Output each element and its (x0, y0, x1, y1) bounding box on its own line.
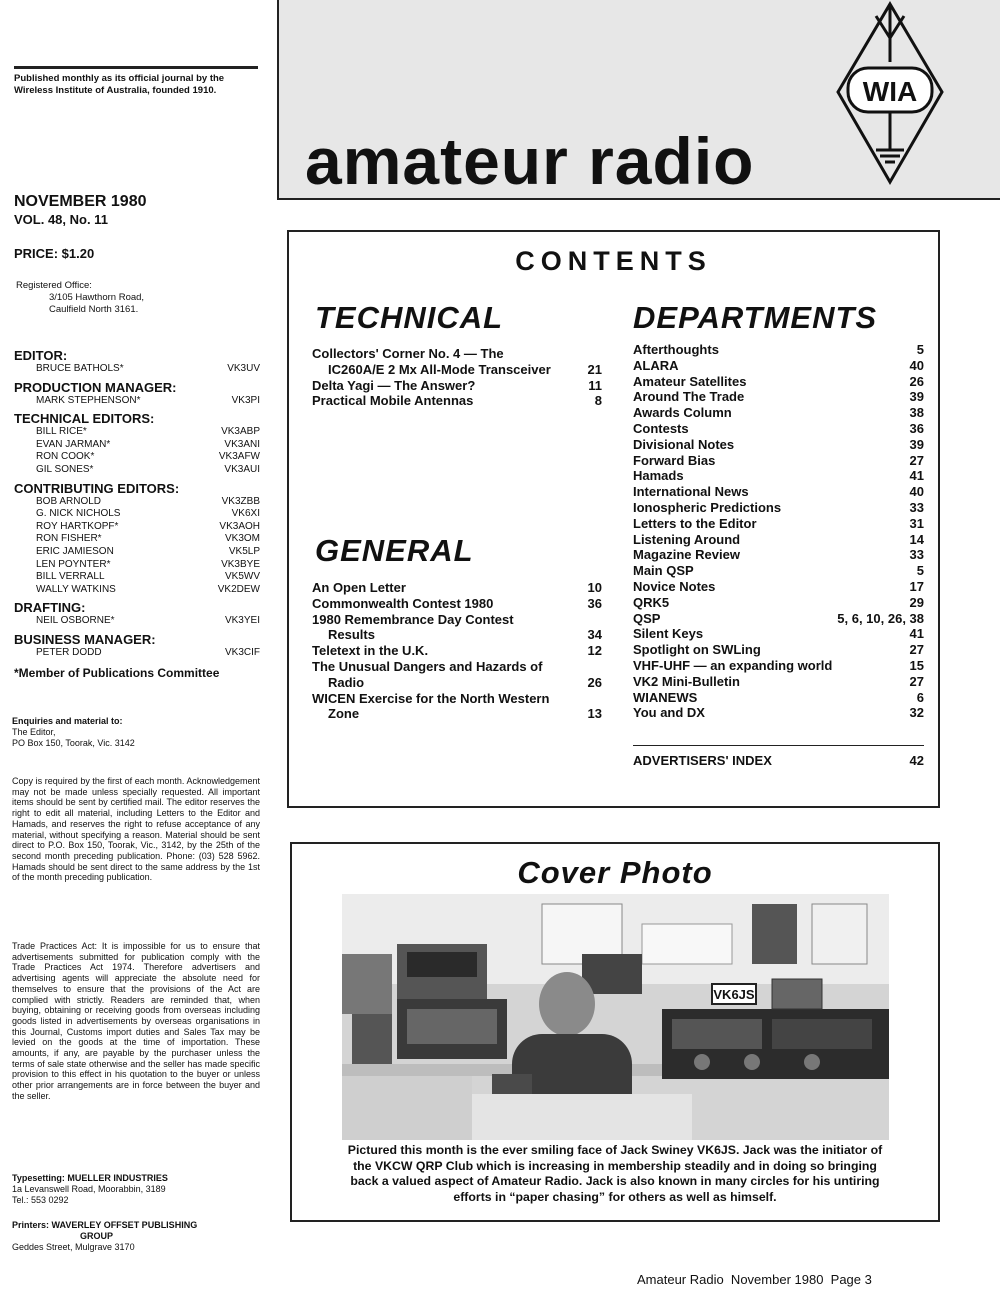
toc-entry-title: Forward Bias (633, 452, 716, 468)
toc-entry-title: Hamads (633, 468, 684, 484)
staff-heading: EDITOR: (14, 348, 68, 363)
toc-entry-title: WIANEWS (633, 689, 698, 705)
general-list (312, 580, 602, 722)
toc-entry-page: 5, 6, 10, 26, 38 (837, 610, 924, 626)
toc-entry-title: Spotlight on SWLing (633, 642, 761, 658)
toc-entry-page: 27 (909, 452, 924, 468)
publisher-rule (14, 66, 258, 69)
issue-date: NOVEMBER 1980 (14, 193, 147, 210)
staff-callsign: VK6XI (231, 508, 260, 520)
typesetting-credit (12, 1173, 260, 1206)
toc-entry-title: Results (328, 627, 375, 643)
staff-entry (14, 395, 260, 408)
toc-entry-title: ALARA (633, 357, 679, 373)
staff-entry (14, 521, 260, 534)
toc-entry-title: You and DX (633, 705, 705, 721)
member-note: *Member of Publications Committee (14, 665, 220, 680)
toc-entry-title: An Open Letter (312, 580, 406, 595)
toc-entry-page: 33 (909, 499, 924, 515)
toc-entry-title: Divisional Notes (633, 436, 735, 452)
staff-name: PETER DODD (36, 646, 102, 658)
toc-entry-page: 13 (587, 706, 602, 722)
magazine-title: amateur radio (305, 124, 755, 198)
staff-group (14, 426, 260, 476)
toc-entry-title: QSP (633, 610, 661, 626)
toc-entry-page: 39 (909, 389, 924, 405)
toc-entry[interactable] (312, 346, 602, 362)
toc-entry-page: 29 (909, 594, 924, 610)
staff-name: BILL RICE* (36, 426, 87, 438)
staff-entry (14, 508, 260, 521)
staff-callsign: VK5LP (228, 545, 260, 557)
toc-entry[interactable] (312, 612, 602, 628)
toc-entry[interactable] (312, 659, 602, 675)
general-heading: GENERAL (315, 533, 474, 568)
toc-entry[interactable] (312, 675, 602, 691)
enquiries-line: PO Box 150, Toorak, Vic. 3142 (12, 738, 135, 748)
toc-entry[interactable] (312, 643, 602, 659)
toc-entry-title: The Unusual Dangers and Hazards of (312, 658, 543, 674)
staff-name: BOB ARNOLD (36, 495, 102, 507)
enquiries-label: Enquiries and material to: (12, 716, 123, 726)
staff-callsign: VK3AUI (224, 463, 260, 475)
toc-entry-title: Awards Column (633, 405, 732, 421)
toc-entry[interactable] (312, 627, 602, 643)
printers-line: Geddes Street, Mulgrave 3170 (12, 1242, 135, 1252)
toc-entry[interactable] (633, 389, 924, 405)
toc-entry-page: 12 (587, 643, 602, 659)
toc-entry-page: 11 (588, 377, 602, 393)
office-line: Caulfield North 3161. (49, 304, 139, 315)
toc-entry-title: VHF-UHF — an expanding world (633, 657, 833, 673)
toc-entry[interactable] (633, 595, 924, 611)
toc-entry[interactable] (633, 611, 924, 627)
toc-entry[interactable] (312, 706, 602, 722)
toc-entry[interactable] (633, 405, 924, 421)
toc-entry-page: 26 (909, 373, 924, 389)
staff-callsign: VK5WV (224, 571, 260, 583)
toc-entry-page: 8 (594, 393, 602, 409)
issue-price: PRICE: $1.20 (14, 246, 95, 261)
toc-entry-title: WICEN Exercise for the North Western (312, 690, 550, 706)
staff-entry (14, 363, 260, 376)
toc-entry-page: 41 (909, 626, 924, 642)
toc-entry-page: 40 (909, 484, 924, 500)
cover-photo-title: Cover Photo (517, 855, 713, 890)
staff-callsign: VK3CIF (224, 646, 260, 658)
staff-entry (14, 496, 260, 509)
toc-entry-page: 6 (916, 689, 924, 705)
toc-entry-title: Commonwealth Contest 1980 (312, 595, 494, 611)
publisher-note: Published monthly as its official journal by the Wireless Institute of Australia, founded 1910. (14, 73, 225, 96)
typesetting-line: 1a Levanswell Road, Moorabbin, 3189 (12, 1184, 166, 1194)
toc-entry[interactable] (633, 705, 924, 721)
toc-entry[interactable] (312, 580, 602, 596)
cover-photo-caption: Pictured this month is the ever smiling face of Jack Swiney VK6JS. Jack was the initiator of the VKCW QRP Club which is increasing in membership steadily and in doing so bringing back a valued aspect of Amateur Radio. Jack is also known in many circles for his untiring efforts in “paper chasing” for others as well as himself. (347, 1143, 883, 1204)
office-label: Registered Office: (16, 280, 92, 291)
toc-entry[interactable] (312, 378, 602, 394)
toc-entry[interactable] (312, 393, 602, 409)
toc-entry-page: 42 (909, 753, 924, 768)
staff-heading: DRAFTING: (14, 600, 86, 616)
toc-entry[interactable] (633, 468, 924, 484)
printers-label: GROUP (80, 1231, 114, 1241)
enquiries-line: The Editor, (12, 727, 56, 737)
staff-callsign: VK3AFW (218, 451, 260, 463)
staff-entry (14, 451, 260, 464)
toc-entry[interactable] (633, 579, 924, 595)
toc-entry[interactable] (633, 642, 924, 658)
printers-label: Printers: WAVERLEY OFFSET PUBLISHING (12, 1220, 198, 1230)
toc-entry[interactable] (633, 690, 924, 706)
staff-callsign: VK3OM (224, 533, 260, 545)
advertisers-rule (633, 745, 924, 746)
departments-list (633, 342, 924, 721)
staff-entry (14, 546, 260, 559)
toc-entry-title: Afterthoughts (633, 342, 719, 357)
staff-name: NEIL OSBORNE* (36, 615, 115, 627)
toc-entry[interactable] (312, 362, 602, 378)
toc-entry-title: IC260A/E 2 Mx All-Mode Transceiver (328, 361, 551, 377)
typesetting-label: Typesetting: MUELLER INDUSTRIES (12, 1173, 168, 1183)
toc-entry-title: Practical Mobile Antennas (312, 393, 474, 409)
toc-entry[interactable] (312, 691, 602, 707)
toc-entry-page: 17 (909, 578, 924, 594)
page-footer: Amateur Radio November 1980 Page 3 (637, 1272, 872, 1287)
toc-entry[interactable] (633, 374, 924, 390)
staff-heading: TECHNICAL EDITORS: (14, 411, 155, 427)
toc-entry-title: Silent Keys (633, 626, 704, 642)
toc-entry-title: Around The Trade (633, 389, 745, 405)
toc-entry-title: VK2 Mini-Bulletin (633, 673, 740, 689)
staff-name: LEN POYNTER* (36, 558, 111, 570)
technical-list (312, 346, 602, 409)
staff-callsign: VK3ANI (224, 438, 260, 450)
toc-entry-page: 41 (909, 468, 924, 484)
staff-callsign: VK3BYE (221, 558, 260, 570)
staff-entry (14, 559, 260, 572)
staff-entry (14, 615, 260, 628)
toc-entry-page: 15 (909, 657, 924, 673)
staff-name: RON FISHER* (36, 533, 102, 545)
toc-entry-title: Main QSP (633, 563, 694, 579)
toc-entry-page: 39 (909, 436, 924, 452)
staff-name: RON COOK* (36, 451, 95, 463)
staff-name: BRUCE BATHOLS* (36, 363, 124, 374)
toc-entry-page: 26 (587, 674, 602, 690)
toc-entry[interactable] (633, 516, 924, 532)
toc-entry-page: 36 (587, 595, 602, 611)
toc-entry-title: Ionospheric Predictions (633, 499, 782, 515)
toc-entry[interactable] (633, 421, 924, 437)
staff-name: WALLY WATKINS (36, 583, 116, 595)
toc-entry-title: Listening Around (633, 531, 741, 547)
toc-entry-title: QRK5 (633, 594, 670, 610)
toc-entry-page: 36 (909, 420, 924, 436)
staff-name: MARK STEPHENSON* (36, 394, 141, 406)
staff-heading: PRODUCTION MANAGER: (14, 379, 177, 395)
staff-group (14, 395, 260, 408)
toc-entry-page: 40 (909, 357, 924, 373)
toc-entry-page: 34 (587, 627, 602, 643)
toc-entry-page: 31 (909, 515, 924, 531)
toc-entry[interactable] (312, 596, 602, 612)
staff-entry (14, 464, 260, 477)
staff-entry (14, 584, 260, 597)
staff-entry (14, 647, 260, 660)
advertisers-index-entry[interactable] (633, 753, 924, 769)
toc-entry[interactable] (633, 342, 924, 358)
toc-entry-page: 32 (909, 705, 924, 721)
copy-notice: Copy is required by the first of each month. Acknowledgement may not be made unless specially requested. All important items should be sent by certified mail. The editor reserves the right to edit all material, including Letters to the Editor and Hamads, and reserves the right to refuse acceptance of any material, without specifying a reason. Material should be sent direct to P.O. Box 150, Toorak, Vic., 3142, by the 25th of the second month preceding publication. Phone: (03) 528 5962. Hamads should be sent direct to the same address by the 1st of the month preceding publication. (12, 776, 260, 883)
staff-callsign: VK3YEI (224, 615, 260, 627)
toc-entry-page: 27 (909, 642, 924, 658)
office-line: 3/105 Hawthorn Road, (49, 292, 145, 303)
toc-entry-title: Amateur Satellites (633, 373, 747, 389)
wia-logo-text: WIA (862, 76, 918, 107)
toc-entry-page: 33 (909, 547, 924, 563)
toc-entry-title: Contests (633, 420, 689, 436)
toc-entry[interactable] (633, 484, 924, 500)
toc-entry[interactable] (633, 532, 924, 548)
staff-callsign: VK3UV (227, 363, 260, 374)
toc-entry[interactable] (633, 500, 924, 516)
toc-entry-title: Letters to the Editor (633, 515, 757, 531)
toc-entry-page: 10 (587, 580, 602, 595)
staff-list (14, 344, 260, 680)
toc-entry[interactable] (633, 658, 924, 674)
staff-entry (14, 533, 260, 546)
toc-entry[interactable] (633, 453, 924, 469)
toc-entry-page: 14 (909, 531, 924, 547)
toc-entry[interactable] (633, 563, 924, 579)
callsign-plate-text: VK6JS (713, 987, 755, 1002)
staff-heading: BUSINESS MANAGER: (14, 631, 156, 647)
staff-group (14, 647, 260, 660)
staff-entry (14, 426, 260, 439)
toc-entry-page: 5 (916, 563, 924, 579)
toc-entry-title: Teletext in the U.K. (312, 643, 429, 659)
staff-group (14, 363, 260, 376)
staff-group (14, 496, 260, 597)
toc-entry-page: 5 (916, 342, 924, 357)
staff-callsign: VK3AOH (219, 520, 260, 532)
staff-callsign: VK3ZBB (221, 495, 260, 507)
enquiries (12, 716, 260, 749)
staff-callsign: VK3PI (231, 394, 260, 406)
staff-heading: CONTRIBUTING EDITORS: (14, 480, 180, 496)
toc-entry[interactable] (633, 547, 924, 563)
wia-logo (830, 0, 950, 198)
contents-title: CONTENTS (515, 246, 712, 276)
staff-name: G. NICK NICHOLS (36, 508, 121, 520)
staff-name: GIL SONES* (36, 463, 94, 475)
toc-entry-title: Magazine Review (633, 547, 740, 563)
staff-name: EVAN JARMAN* (36, 438, 111, 450)
toc-entry-page: 21 (587, 361, 602, 377)
staff-name: ERIC JAMIESON (36, 545, 114, 557)
departments-heading: DEPARTMENTS (633, 300, 878, 335)
staff-entry (14, 571, 260, 584)
toc-entry[interactable] (633, 437, 924, 453)
trade-practices-notice: Trade Practices Act: It is impossible for us to ensure that advertisements submitted for publication comply with the Trade Practices Act 1974. Therefore advertisers and advertising agents will appreciate the absolute need for themselves to ensure that the provisions of the Act are complied with strictly. Readers are reminded that, when buying, obtaining or receiving goods from overseas including goods listed in advertisements by overseas organisations in this Journal, Customs import duties and Sales Tax may be levied on the goods at the time of importation. These amounts, if any, are payable by the purchaser unless the terms of sale state otherwise and the seller has made specific provision to this effect in his quotation to the buyer or unless other prior arrangements are in force between the buyer and the seller. (12, 941, 260, 1101)
toc-entry-title: 1980 Remembrance Day Contest (312, 611, 514, 627)
typesetting-line: Tel.: 553 0292 (12, 1195, 69, 1205)
staff-callsign: VK2DEW (217, 583, 260, 595)
printers-credit (12, 1220, 260, 1253)
toc-entry-title: International News (633, 484, 749, 500)
toc-entry[interactable] (633, 358, 924, 374)
staff-name: BILL VERRALL (36, 571, 105, 583)
staff-callsign: VK3ABP (221, 426, 260, 438)
cover-photo (342, 894, 889, 1140)
toc-entry-title: Zone (328, 706, 360, 722)
toc-entry-title: Radio (328, 674, 365, 690)
toc-entry-title: Delta Yagi — The Answer? (312, 377, 476, 393)
staff-name: ROY HARTKOPF* (36, 520, 119, 532)
toc-entry-title: Novice Notes (633, 578, 716, 594)
staff-group (14, 615, 260, 628)
toc-entry-page: 27 (909, 673, 924, 689)
registered-office (16, 280, 144, 316)
staff-entry (14, 439, 260, 452)
toc-entry-title: ADVERTISERS' INDEX (633, 753, 772, 768)
toc-entry-page: 38 (909, 405, 924, 421)
toc-entry[interactable] (633, 674, 924, 690)
toc-entry-title: Collectors' Corner No. 4 — The (312, 346, 504, 361)
toc-entry[interactable] (633, 626, 924, 642)
issue-volume: VOL. 48, No. 11 (14, 212, 108, 227)
technical-heading: TECHNICAL (315, 300, 504, 335)
